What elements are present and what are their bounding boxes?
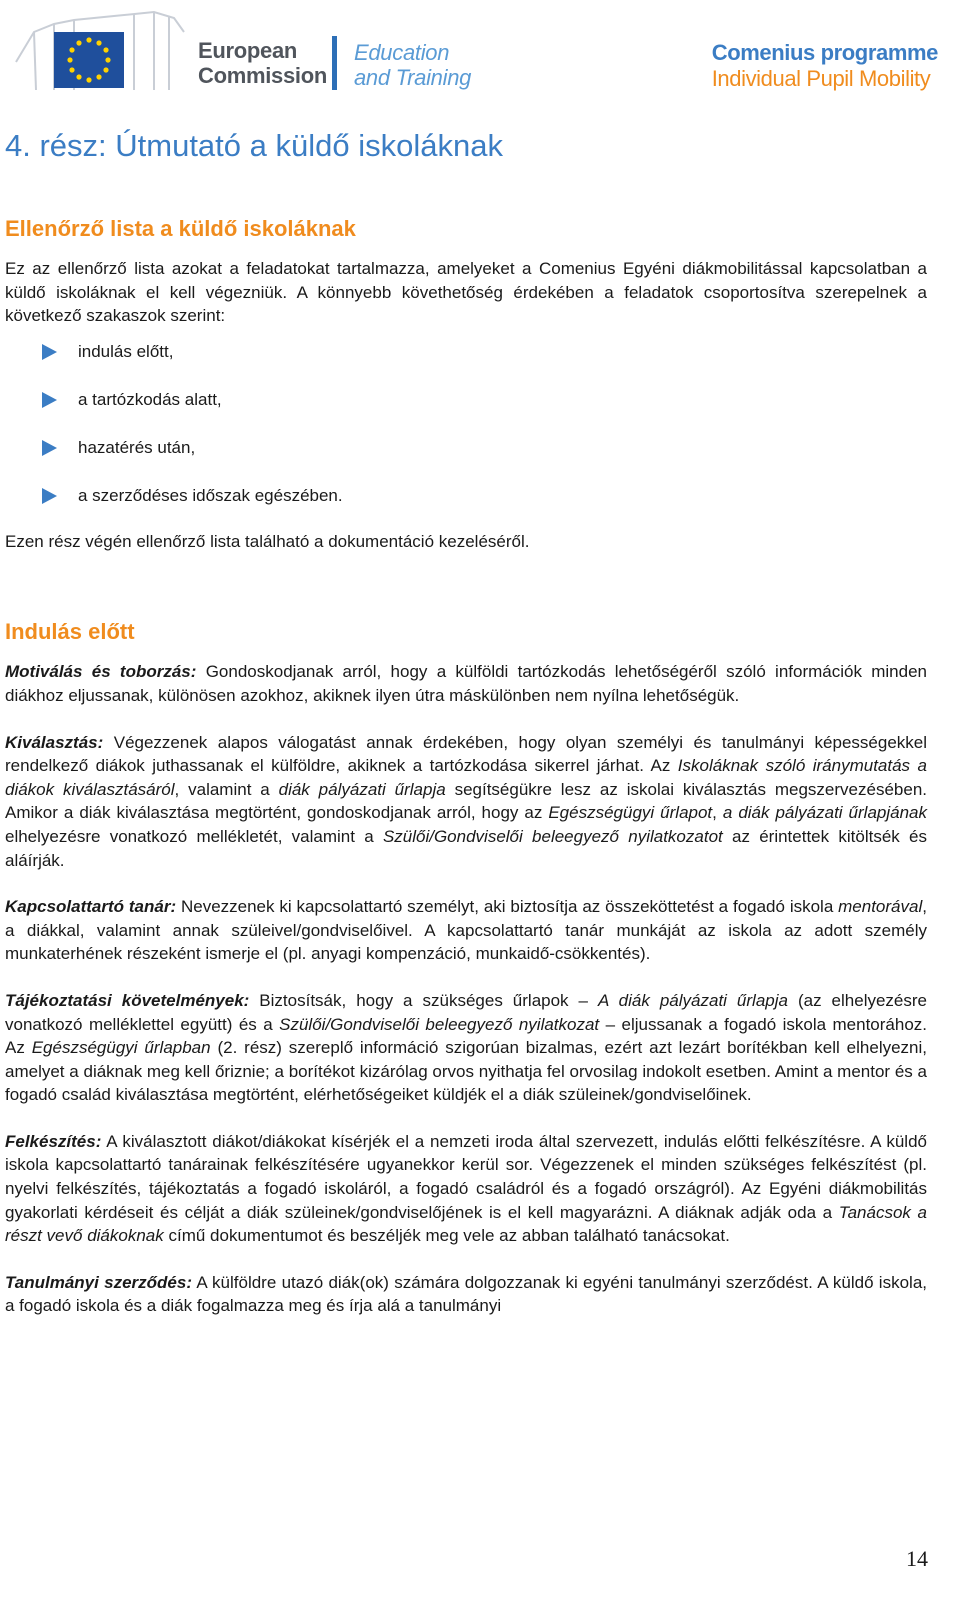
list-item: a szerződéses időszak egészében. [5,484,927,530]
checklist-intro: Ez az ellenőrző lista azokat a feladatokat tartalmazza, amelyeket a Comenius Egyéni diákmobilitással kapcsolatban a küldő iskoláknak el kell végezniük. A könnyebb követhetőség érdekében a feladatok csoportosítva szerepelnek a következő szakaszok szerint: [5,259,927,326]
page-number: 14 [906,1546,928,1571]
learning-agreement-paragraph: Tanulmányi szerződés: A külföldre utazó diák(ok) számára dolgozzanak ki egyéni tanulmányi szerződést. A küldő iskola, a fogadó iskola és a diák fogalmazza meg és írja alá a tanulmányi [5,1272,927,1316]
list-item: indulás előtt, [5,340,927,388]
motivation-paragraph: Motiválás és toborzás: Gondoskodjanak arról, hogy a külföldi tartózkodás lehetőségéről szóló információk minden diákhoz eljussanak, különösen azokhoz, akiknek ilyen útra máskülönben nem nyílna lehetőségük. [5,662,927,705]
triangle-bullet-icon [42,344,57,360]
page-header [0,0,960,105]
header-divider [332,36,337,90]
education-training-wordmark: Education and Training [354,40,472,90]
comenius-wordmark: Comenius programme Individual Pupil Mobility [711,40,938,91]
selection-paragraph: Kiválasztás: Végezzenek alapos válogatást annak érdekében, hogy olyan személyi és tanulmányi képességekkel rendelkező diákok juthassanak el külföldre, akiknek a tartózkodása sikerrel járhat. Az Iskoláknak szóló iránymutatás a diákok kiválasztásáról, valamint a diák pályázati űrlapja segítségükre lesz az iskolai kiválasztás megszervezésében. Amikor a diák kiválasztása megtörtént, gondoskodjanak arról, hogy az Egészségügyi űrlapot, a diák pályázati űrlapjának elhelyezésre vonatkozó mellékletét, valamint a Szülői/Gondviselői beleegyező nyilatkozatot az érintettek kitöltsék és aláírják. [5,732,928,870]
triangle-bullet-icon [42,392,57,408]
part-title: 4. rész: Útmutató a küldő iskoláknak [5,128,503,163]
contact-teacher-paragraph: Kapcsolattartó tanár: Nevezzenek ki kapcsolattartó személyt, aki biztosítja az összeköttetést a fogadó iskola mentorával, a diákkal, valamint annak szüleivel/gondviselőivel. A kapcsolattartó tanár munkáját az iskola az adott személy munkaterhének részeként ismerje el (pl. anyagi kompenzáció, munkaidő-csökkentés). [5,897,927,964]
checklist-closing: Ezen rész végén ellenőrző lista található a dokumentáció kezeléséről. [5,531,530,551]
checklist-heading: Ellenőrző lista a küldő iskoláknak [5,216,356,241]
list-item: hazatérés után, [5,436,927,484]
preparation-paragraph: Felkészítés: A kiválasztott diákot/diákokat kísérjék el a nemzeti iroda által szervezett, indulás előtti felkészítésre. A küldő iskola kapcsolattartó tanárainak felkészítésére ugyanekkor kerül sor. Végezzenek el minden szükséges felkészítést (pl. nyelvi felkészítés, tájékoztatás a fogadó iskoláról, a fogadó családról és a fogadó országról). Az Egyéni diákmobilitás gyakorlati kérdéseit és célját a diák szüleinek/gondviselőjének is el kell magyarázni. A diáknak adják oda a Tanácsok a részt vevő diákoknak című dokumentumot és beszéljék meg vele az abban található tanácsokat. [5,1131,927,1246]
triangle-bullet-icon [42,440,57,456]
before-departure-heading: Indulás előtt [5,619,135,645]
document-body [5,126,927,1318]
triangle-bullet-icon [42,488,57,504]
ec-wordmark: European Commission [198,38,328,88]
information-requirements-paragraph: Tájékoztatási követelmények: Biztosítsák, hogy a szükséges űrlapok – A diák pályázati űrlapja (az elhelyezésre vonatkozó melléklettel együtt) és a Szülői/Gondviselői beleegyező nyilatkozat – eljussanak a fogadó iskola mentorához. Az Egészségügyi űrlapban (2. rész) szereplő információ szigorúan bizalmas, ezért azt lezárt borítékban kell elhelyezni, amelyet a diáknak meg kell őriznie; a borítékot kizárólag orvos nyithatja fel orvosilag indokolt esetben. Amint a mentor és a fogadó család kiválasztása megtörtént, elérhetőségeiket küldjék el a diák szüleinek/gondviselőinek. [5,990,928,1105]
stage-list [5,340,927,530]
list-item: a tartózkodás alatt, [5,388,927,436]
